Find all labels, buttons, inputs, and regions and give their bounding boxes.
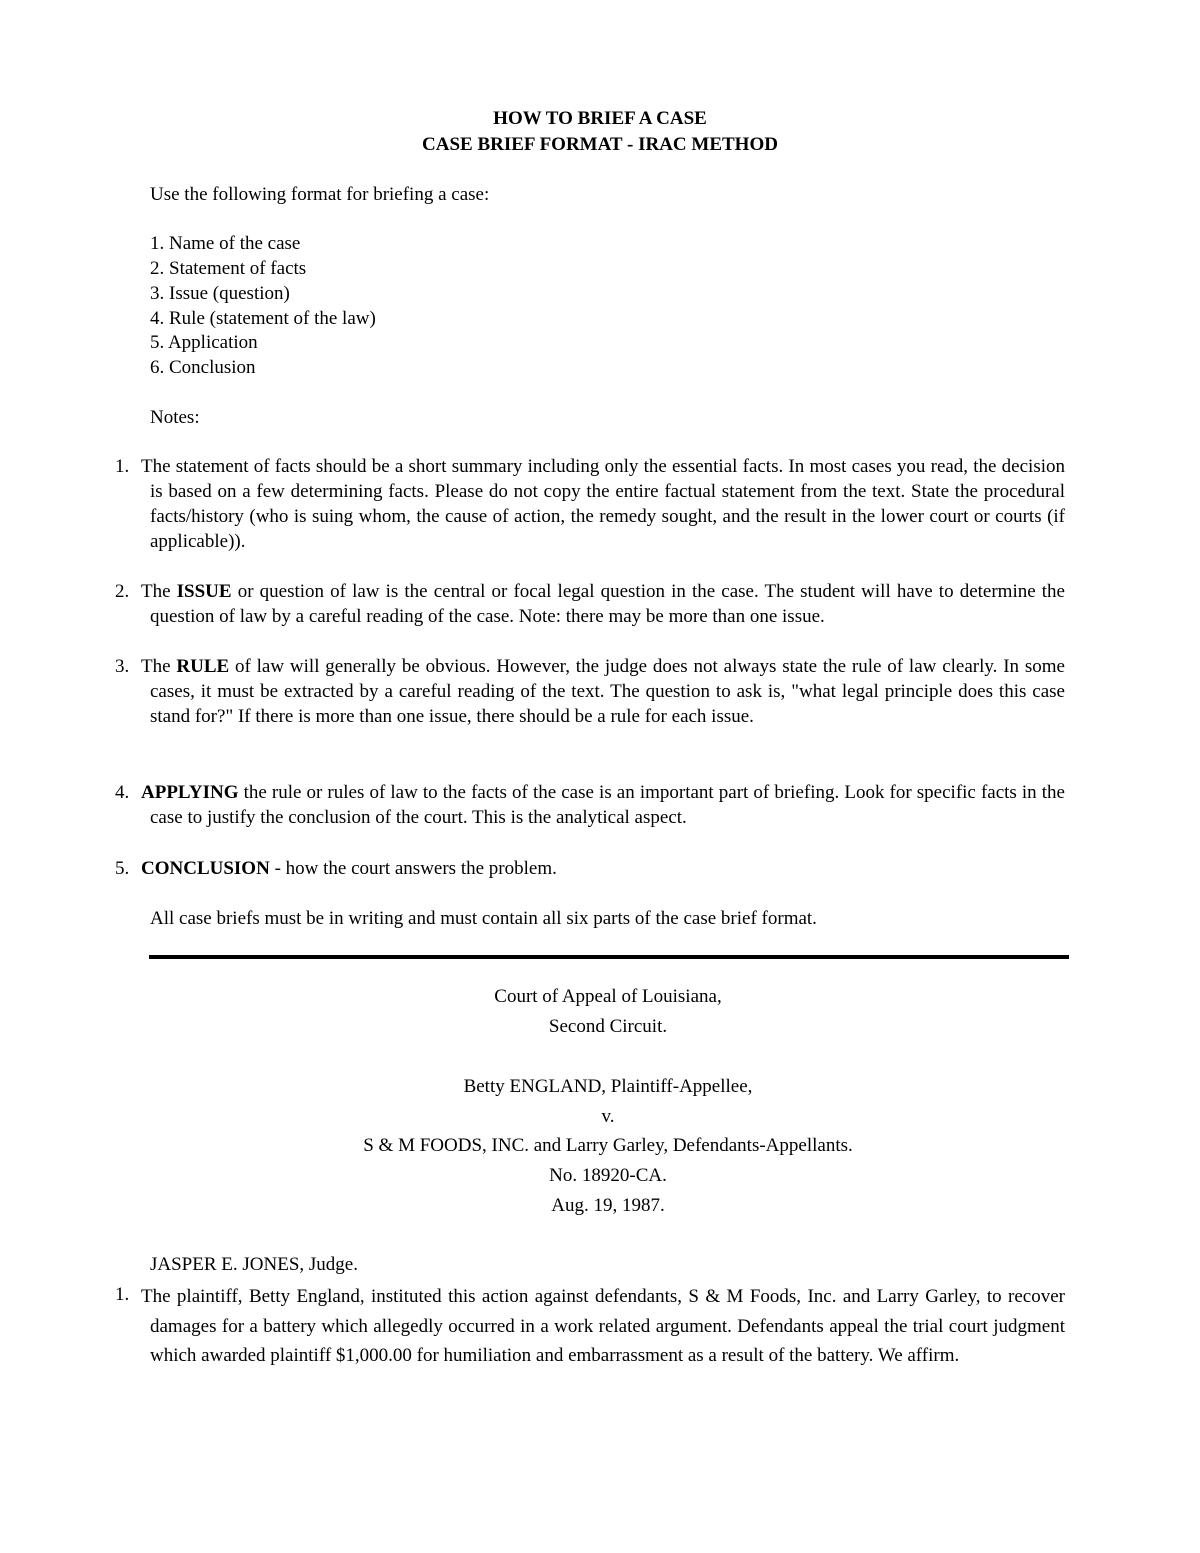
opinion-text: The plaintiff, Betty England, instituted this action against defendants, S & M Foods, Inc. and Larry Garley, to recover damages for a battery which allegedly occurred in a work related argument. Defendants appeal the trial court judgment which awarded plaintiff $1,000.00 for humiliation and embarrassment as a result of the battery. We affirm. (141, 1286, 1065, 1366)
note-1 (141, 454, 1065, 554)
note-number: 4. (115, 782, 130, 803)
opinion-paragraph (141, 1282, 1065, 1371)
decision-date: Aug. 19, 1987. (551, 1195, 665, 1216)
judge-name: JASPER E. JONES, Judge. (150, 1254, 358, 1275)
format-item: 1. Name of the case (150, 233, 301, 254)
note-keyword: APPLYING (141, 782, 239, 803)
note-keyword: RULE (176, 656, 230, 677)
note-3 (141, 654, 1065, 729)
note-text: or question of law is the central or focal legal question in the case. The student will have to determine the question of law by a careful reading of the case. Note: there may be more than one issue. (150, 581, 1065, 627)
note-text: The statement of facts should be a short summary including only the essential facts. In most cases you read, the decision is based on a few determining facts. Please do not copy the entire factual statement from the text. State the procedural facts/history (who is suing whom, the cause of action, the remedy sought, and the result in the lower court or courts (if applicable)). (141, 456, 1065, 552)
format-item: 4. Rule (statement of the law) (150, 308, 376, 329)
plaintiff-line: Betty ENGLAND, Plaintiff-Appellee, (463, 1076, 753, 1097)
note-text: - how the court answers the problem. (269, 858, 557, 879)
format-item: 3. Issue (question) (150, 283, 290, 304)
docket-number: No. 18920-CA. (549, 1165, 667, 1186)
note-5 (141, 856, 1065, 881)
intro-text: Use the following format for briefing a case: (150, 184, 490, 205)
notes-label: Notes: (150, 407, 200, 428)
defendants-line: S & M FOODS, INC. and Larry Garley, Defendants-Appellants. (363, 1135, 853, 1156)
note-text: the rule or rules of law to the facts of the case is an important part of briefing. Look for specific facts in the case to justify the conclusion of the court. This is the analytical aspect. (150, 782, 1065, 828)
court-name: Court of Appeal of Louisiana, (494, 986, 722, 1007)
note-text: of law will generally be obvious. However, the judge does not always state the rule of law clearly. In some cases, it must be extracted by a careful reading of the text. The question to ask is, "what legal principle does this case stand for?" If there is more than one issue, there should be a rule for each issue. (150, 656, 1065, 727)
section-divider (149, 955, 1069, 959)
note-number: 1. (115, 456, 130, 477)
note-2 (141, 579, 1065, 629)
versus-line: v. (601, 1106, 615, 1127)
document-title: HOW TO BRIEF A CASE (493, 108, 707, 129)
note-4 (141, 780, 1065, 830)
circuit-name: Second Circuit. (548, 1016, 668, 1037)
document-subtitle: CASE BRIEF FORMAT - IRAC METHOD (422, 134, 778, 155)
opinion-number: 1. (115, 1284, 130, 1305)
note-keyword: CONCLUSION (141, 858, 270, 879)
note-number: 2. (115, 581, 130, 602)
closing-text: All case briefs must be in writing and must contain all six parts of the case brief format. (150, 908, 817, 929)
format-item: 5. Application (150, 332, 258, 353)
note-number: 3. (115, 656, 130, 677)
format-item: 6. Conclusion (150, 357, 256, 378)
format-item: 2. Statement of facts (150, 258, 307, 279)
note-pre: The (141, 656, 177, 677)
note-pre: The (141, 581, 177, 602)
note-number: 5. (115, 858, 130, 879)
note-keyword: ISSUE (176, 581, 232, 602)
